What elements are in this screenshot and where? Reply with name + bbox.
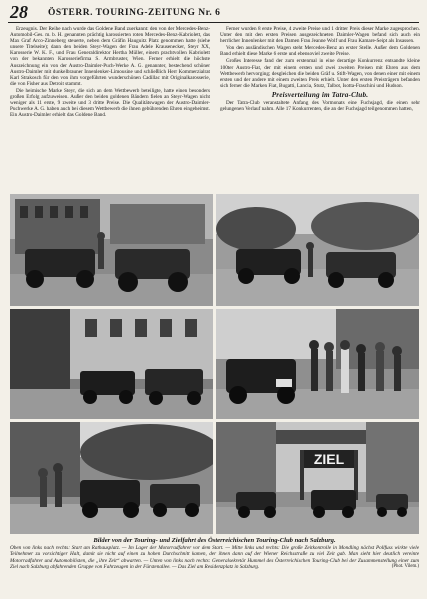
right-text-column	[220, 26, 420, 194]
photo-driver-group	[216, 309, 419, 419]
photo-cars-reichsstrasse	[216, 194, 419, 306]
left-text-column	[10, 26, 210, 194]
right-paragraph: Von den ausländischen Wagen steht Mercedes-Benz an erster Stelle. Außer dem Goldenen Band erhielt diese Marke 6 erste und ebensoviel zweite Preise.	[220, 45, 420, 58]
journal-title: ÖSTERR. TOURING-ZEITUNG Nr. 6	[48, 8, 221, 18]
photo-ziel-finish	[216, 422, 419, 534]
caption-text: Oben von links nach rechts: Start am Rathausplatz. — Im Lager der Motorradfahrer vor dem Start. — Mitte links und rechts: Die große Zeitkontrolle in Mondling nächst Pollfuss wirkte viele Teilnehmer zu vorsichtiger Halt, damit sie nicht auf einen zu hohen Durchschnitt kamen, der ihnen dann auf der Wiener Reichsstraße zu viel Zeit gab. Man sieht hier deutlich vereinte Motorradfahrer und Automobilisten, die „ihre Zeit“ abwarten. — Unten von links nach rechts: Generalsekretär Hummel des Österreichischen Touring-Club bei der Zusammenstellung einer zum Ziel nach Salzburg abfahrenden Gruppe von Fahrzeugen in der Fürstenallee. — Das Ziel am Residenzplatz in Salzburg.	[10, 545, 419, 570]
right-paragraph: Ferner wurden 8 erste Preise, 4 zweite Preise und 1 dritter Preis dieser Marke zugesprochen. Unter den mit den ersten Preisen ausgezeichneten Daimler-Wagen befand sich auch ein herrlicher Innenlenker mit den Damen Frau Jeanne Wolf und Frau Kamare-Seipt als Insassen.	[220, 26, 420, 45]
page-number: 28	[10, 2, 28, 22]
magazine-page	[8, 4, 419, 595]
right-paragraph: Großes Interesse fand der zum erstenmal in eine derartige Konkurrenz entsandte kleine 100ter Austro-Fiat, der mit einem ersten und zwei zweiten Preisen mit Ehren aus dem Wettbewerb hervorging; desgleichen die beiden Gräf u. Stift-Wagen, von denen einer mit einem ersten und der andere mit einem zweiten Preis erhielt. Unter den ersten Preisträgern befanden sich ferner die Marken Fiat, Bugatti, Lancia, Stutz, Talbot, Isotta-Fraschini und Hudson.	[220, 58, 420, 89]
photo-rest-stop	[10, 422, 213, 534]
photo-camp-steyr	[10, 309, 213, 419]
photo-credit: (Phot. Vilem.)	[391, 563, 419, 569]
photo-caption	[10, 538, 419, 570]
left-paragraph: Die heimische Marke Steyr, die sich an dem Wettbewerb beteiligte, hatte einen besonders großen Erfolg aufzuweisen. Außer den beiden goldenen Bändern fielen an Steyr-Wagen nicht weniger als 11 erste, 9 zweite und 3 dritte Preise. Die Qualitätswagen der Austro-Daimler-Puchwerke A. G. haben auch bei diesem Wettbewerb die ihnen gebührenden Ehren eingeheimst. Ein Austro-Daimler erhielt das Goldene Band.	[10, 87, 210, 119]
right-paragraph: Der Tatra-Club veranstaltete Anfang des Vormonats eine Fuchsjagd, die einen sehr gelungenen Verlauf nahm. Alle 17 Konkurrenten, die an der Fuchsjagd teilgenommen hatten,	[220, 100, 420, 113]
section-heading-tatra-club: Preisverteilung im Tatra-Club.	[271, 90, 369, 99]
caption-title: Bilder von der Touring- und Zielfahrt des Österreichischen Touring-Club nach Salzburg.	[93, 537, 336, 544]
page-header	[8, 4, 419, 23]
photo-grid	[8, 194, 419, 534]
photo-cars-rathausplatz	[10, 194, 213, 306]
ziel-sign-text: ZIEL	[313, 451, 345, 467]
left-paragraph: Erzeugnis. Der Reihe nach wurde das Goldene Band zuerkannt: den von der Mercedes-Benz-Automobil-Ges. m. b. H. genannten prächtig karossierten roten Mercedes-Benz-Kabriolett, das Max Graf Arco-Zinneberg steuerte, neben dem Gräfin Hauguitz Platz genommen hatte (siehe unsere Titelseite); dann den beiden Steyr-Wagen der Frau Adele Krausenecker, Steyr XX, Karosserie W. K. F., und Frau Generaldirektor Hertha Müller, einem prachtvollen Kabriolett von der bekannten Karosseriefirma S. Armbruster, Wien. Ferner erhielt die höchste Auszeichnung ein von der Austro-Daimler-Puch-Werke A. G. genannter, bestechend schöner Austro-Daimler mit dunkelbrauner Innenlenker-Limousine und schließlich Herr Kommerzialrat Karl Strakosch für den von ihm vorgeführten wunderschönen Cadillac mit Originalkarosserie, die von Fisher aus Detroit stammt.	[10, 26, 210, 87]
